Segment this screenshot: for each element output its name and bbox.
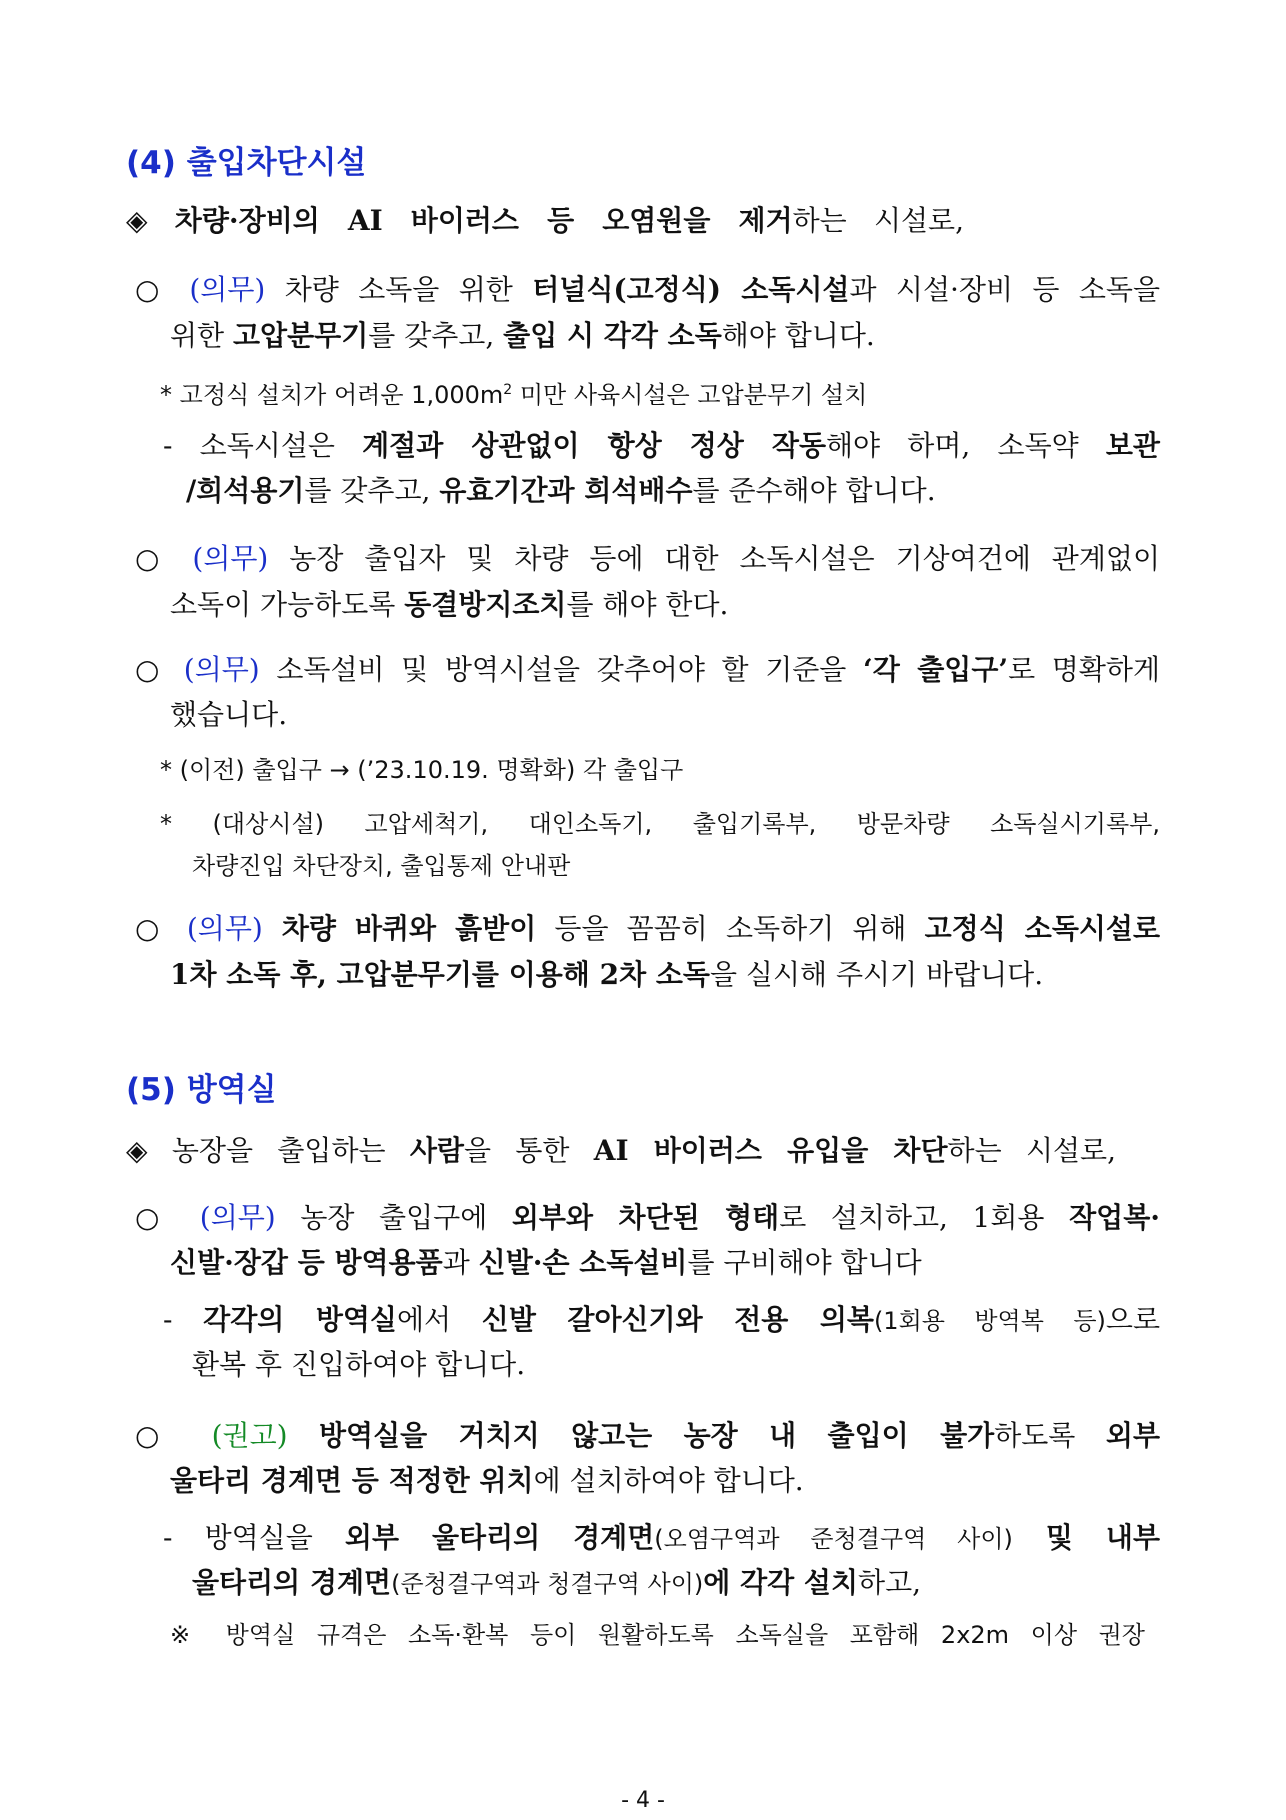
circle-bullet-icon: ○	[135, 1201, 176, 1234]
s5-item1-sub-line2: 환복 후 진입하여야 합니다.	[192, 1348, 526, 1381]
circle-bullet-icon: ○	[135, 912, 169, 945]
s5-item2-line1: ○ (권고) 방역실을 거치지 않고는 농장 내 출입이 불가하도록 외부	[135, 1419, 1160, 1452]
s4-item3-note2: * (대상시설) 고압세척기, 대인소독기, 출입기록부, 방문차량 소독실시기록부,	[160, 810, 1160, 838]
s4-item4-line2: 1차 소독 후, 고압분무기를 이용해 2차 소독을 실시해 주시기 바랍니다.	[170, 958, 1044, 991]
s5-item2-sub-line1: - 방역실을 외부 울타리의 경계면(오염구역과 준청결구역 사이) 및 내부	[163, 1521, 1160, 1554]
s5-item1-sub-line1: - 각각의 방역실에서 신발 갈아신기와 전용 의복(1회용 방역복 등)으로	[163, 1303, 1160, 1336]
section-title-5: (5) 방역실	[126, 1072, 277, 1108]
s4-item3-line2: 했습니다.	[170, 698, 288, 731]
s5-item1-line1: ○ (의무) 농장 출입구에 외부와 차단된 형태로 설치하고, 1회용 작업복·	[135, 1201, 1160, 1234]
s5-item2-line2: 울타리 경계면 등 적정한 위치에 설치하여야 합니다.	[170, 1464, 804, 1497]
s4-item1-line1: ○ (의무) 차량 소독을 위한 터널식(고정식) 소독시설과 시설·장비 등 소독을	[135, 273, 1160, 306]
circle-bullet-icon: ○	[135, 1419, 182, 1452]
s4-item3-note3: 차량진입 차단장치, 출입통제 안내판	[192, 852, 571, 880]
diamond-bullet-icon: ◈	[126, 204, 148, 237]
s4-item2-line1: ○ (의무) 농장 출입자 및 차량 등에 대한 소독시설은 기상여건에 관계없이	[135, 542, 1160, 575]
s4-item1-line2: 위한 고압분무기를 갖추고, 출입 시 각각 소독해야 합니다.	[170, 319, 875, 352]
section-title-4: (4) 출입차단시설	[126, 145, 367, 181]
s4-item3-note1: * (이전) 출입구 → (’23.10.19. 명확화) 각 출입구	[160, 756, 684, 784]
s4-item1-sub-line2: /희석용기를 갖추고, 유효기간과 희석배수를 준수해야 합니다.	[186, 474, 936, 507]
s4-item1-note: * 고정식 설치가 어려운 $1,000m^2$ 미만 사육시설은 고압분무기 설치	[160, 381, 868, 409]
s4-item2-line2: 소독이 가능하도록 동결방지조치를 해야 한다.	[170, 588, 729, 621]
s4-item4-line1: ○ (의무) 차량 바퀴와 흙받이 등을 꼼꼼히 소독하기 위해 고정식 소독시설로	[135, 912, 1161, 945]
page-number: - 4 -	[621, 1788, 665, 1813]
s5-item2-reference-note: ※ 방역실 규격은 소독·환복 등이 원활하도록 소독실을 포함해 2x2m 이상 권장	[170, 1621, 1145, 1649]
section-5-intro: ◈ 농장을 출입하는 사람을 통한 AI 바이러스 유입을 차단하는 시설로,	[126, 1134, 1116, 1167]
s5-item2-sub-line2: 울타리의 경계면(준청결구역과 청결구역 사이)에 각각 설치하고,	[192, 1566, 922, 1599]
s4-item1-sub-line1: - 소독시설은 계절과 상관없이 항상 정상 작동해야 하며, 소독약 보관	[163, 429, 1160, 462]
s5-item1-line2: 신발·장갑 등 방역용품과 신발·손 소독설비를 구비해야 합니다	[170, 1246, 922, 1279]
section-4-intro: ◈ 차량·장비의 AI 바이러스 등 오염원을 제거하는 시설로,	[126, 204, 964, 237]
circle-bullet-icon: ○	[135, 542, 172, 575]
circle-bullet-icon: ○	[135, 273, 170, 306]
diamond-bullet-icon: ◈	[126, 1134, 148, 1167]
s4-item3-line1: ○ (의무) 소독설비 및 방역시설을 갖추어야 할 기준을 ‘각 출입구’로 명확하게	[135, 653, 1161, 686]
circle-bullet-icon: ○	[135, 653, 168, 686]
